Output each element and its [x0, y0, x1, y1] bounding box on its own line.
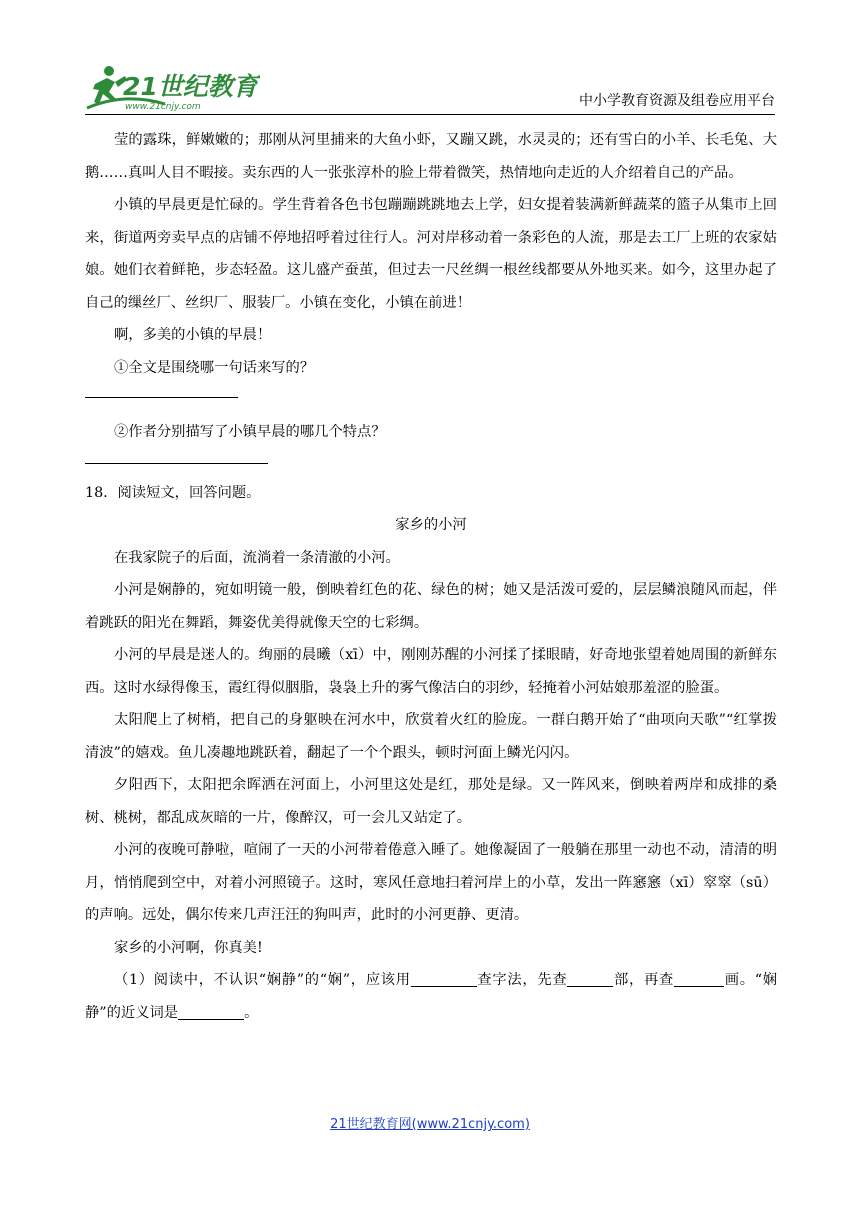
fill-blank[interactable] — [411, 970, 477, 987]
page-footer — [0, 1113, 860, 1132]
footer-link[interactable]: 21世纪教育网(www.21cnjy.com) — [330, 1117, 530, 1132]
document-body — [85, 124, 777, 1029]
paragraph: 小河的早晨是迷人的。绚丽的晨曦（xī）中，刚刚苏醒的小河揉了揉眼睛，好奇地张望着她周围的新鲜东西。这时水绿得像玉，霞红得似胭脂，袅袅上升的雾气像洁白的羽纱，轻掩着小河姑娘那羞涩的脸蛋。 — [85, 647, 777, 696]
logo-url: www.21cnjy.com — [125, 102, 201, 112]
paragraph: 小河是娴静的，宛如明镜一般，倒映着红色的花、绿色的树；她又是活泼可爱的，层层鳞浪随风而起，伴着跳跃的阳光在舞蹈，舞姿优美得就像天空的七彩绸。 — [85, 582, 777, 631]
page-header — [85, 62, 775, 114]
fill-blank[interactable] — [567, 970, 613, 987]
answer-line-1 — [85, 384, 777, 408]
paragraph: 在我家院子的后面，流淌着一条清澈的小河。 — [114, 549, 400, 566]
logo-21cnjy — [85, 62, 260, 114]
logo-text: 21世纪教育 — [123, 72, 258, 101]
paragraph: 小镇的早晨更是忙碌的。学生背着各色书包蹦蹦跳跳地去上学，妇女提着装满新鲜蔬菜的篮子从集市上回来，街道两旁卖早点的店铺不停地招呼着过往行人。河对岸移动着一条彩色的人流，那是去工厂上班的农家姑娘。她们衣着鲜艳，步态轻盈。这儿盛产蚕茧，但过去一尺丝绸一根丝线都要从外地买来。如今，这里办起了自己的缫丝厂、丝织厂、服装厂。小镇在变化，小镇在前进！ — [85, 197, 777, 311]
header-divider — [85, 114, 775, 115]
answer-line-2 — [85, 449, 777, 473]
paragraph: 夕阳西下，太阳把余晖洒在河面上，小河里这处是红，那处是绿。又一阵风来，倒映着两岸和成排的桑树、桃树，都乱成灰暗的一片，像醉汉，可一会儿又站定了。 — [85, 777, 777, 826]
paragraph: 太阳爬上了树梢，把自己的身躯映在河水中，欣赏着火红的脸庞。一群白鹅开始了“曲项向天歌”“红掌拨清波”的嬉戏。鱼儿凑趣地跳跃着，翻起了一个个跟头，顿时河面上鳞光闪闪。 — [85, 712, 777, 761]
question-18-intro: 18．阅读短文，回答问题。 — [85, 484, 261, 501]
question-2: ②作者分别描写了小镇早晨的哪几个特点？ — [114, 424, 386, 440]
question-1: ①全文是围绕哪一句话来写的？ — [114, 359, 315, 376]
fill-blank[interactable] — [178, 1003, 244, 1020]
paragraph-continued: 莹的露珠，鲜嫩嫩的；那刚从河里捕来的大鱼小虾，又蹦又跳，水灵灵的；还有雪白的小羊、长毛兔、大鹅……真叫人目不暇接。卖东西的人一张张淳朴的脸上带着微笑，热情地向走近的人介绍着自己的产品。 — [85, 132, 777, 181]
fill-blank[interactable] — [674, 970, 724, 987]
paragraph: 家乡的小河啊，你真美! — [114, 939, 263, 956]
sub-question-1: （1）阅读中，不认识“娴静”的“娴”，应该用 查字法，先查 部，再查 画。“娴静”的近义词是 。 — [85, 972, 778, 1021]
paragraph: 啊，多美的小镇的早晨！ — [114, 327, 272, 343]
header-platform-text: 中小学教育资源及组卷应用平台 — [579, 93, 775, 109]
article-title: 家乡的小河 — [395, 517, 467, 533]
paragraph: 小河的夜晚可静啦，喧闹了一天的小河带着倦意入睡了。她像凝固了一般躺在那里一动也不动，清清的明月，悄悄爬到空中，对着小河照镜子。这时，寒风任意地扫着河岸上的小草，发出一阵窸窸（xī）窣窣（sū）的声响。远处，偶尔传来几声汪汪的狗叫声，此时的小河更静、更清。 — [85, 842, 777, 923]
